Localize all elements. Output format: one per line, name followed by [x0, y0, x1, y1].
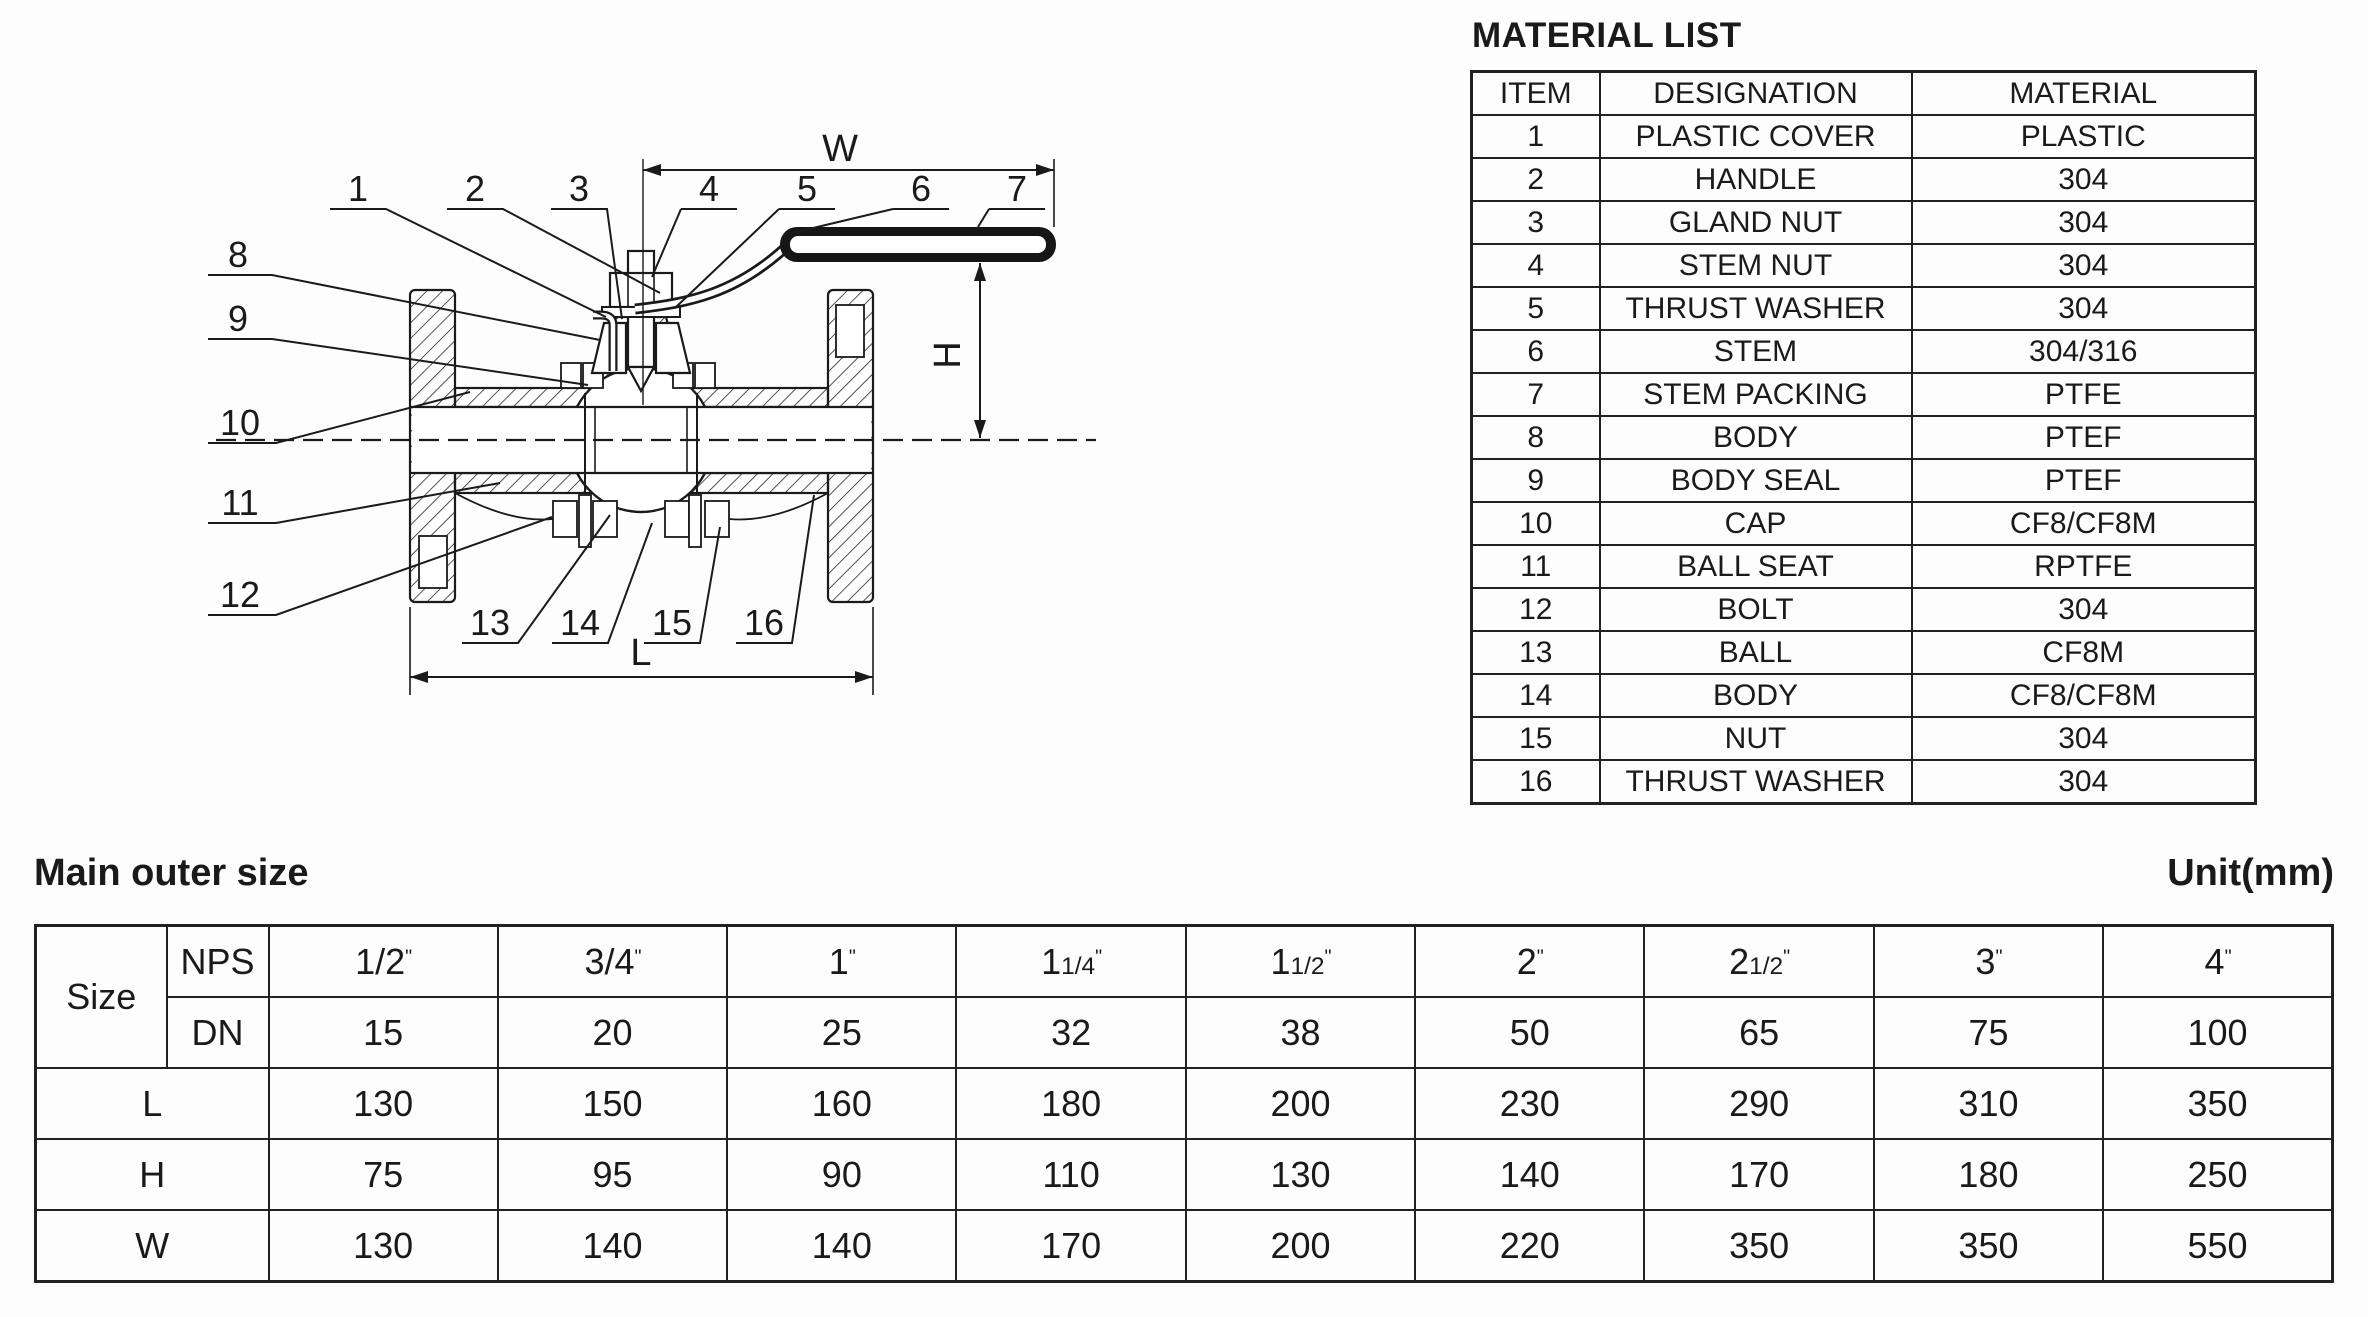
- dn-value-cell-0: 15: [269, 997, 498, 1068]
- dim-label-w: W: [822, 128, 858, 170]
- material-cell: 304: [1912, 717, 2256, 760]
- designation-cell: THRUST WASHER: [1600, 760, 1912, 804]
- nps-value-cell-0: 1/2": [269, 926, 498, 998]
- nps-value-cell-2: 1": [727, 926, 956, 998]
- designation-cell: PLASTIC COVER: [1600, 115, 1912, 158]
- item-cell: 6: [1472, 330, 1600, 373]
- dn-value-cell-5: 50: [1415, 997, 1644, 1068]
- dimension-value-cell-2: 140: [727, 1210, 956, 1282]
- nps-value-cell-8: 4": [2103, 926, 2332, 998]
- inch-mark: ": [1995, 945, 2002, 968]
- nps-value-cell-6: 21/2": [1644, 926, 1873, 998]
- dim-label-l: L: [630, 632, 652, 674]
- gland-right: [656, 323, 690, 373]
- material-row: [1472, 459, 2256, 502]
- item-cell: 1: [1472, 115, 1600, 158]
- nps-value-cell-4: 11/2": [1186, 926, 1415, 998]
- material-row: [1472, 287, 2256, 330]
- material-cell: CF8/CF8M: [1912, 502, 2256, 545]
- callout-13: 13: [469, 602, 511, 643]
- callout-8: 8: [227, 234, 249, 275]
- designation-cell: STEM: [1600, 330, 1912, 373]
- material-col-header-1: DESIGNATION: [1600, 72, 1912, 116]
- callout-15: 15: [651, 602, 693, 643]
- material-row: [1472, 674, 2256, 717]
- size-header-row-nps: [36, 926, 2333, 998]
- dn-value-cell-6: 65: [1644, 997, 1873, 1068]
- dimension-value-cell-2: 160: [727, 1068, 956, 1139]
- nps-value-cell-1: 3/4": [498, 926, 727, 998]
- callout-14: 14: [559, 602, 601, 643]
- dimension-value-cell-1: 140: [498, 1210, 727, 1282]
- bolt-head: [553, 501, 577, 537]
- dn-value-cell-7: 75: [1874, 997, 2103, 1068]
- nps-label-cell: NPS: [167, 926, 269, 998]
- dn-label-cell: DN: [167, 997, 269, 1068]
- material-row: [1472, 201, 2256, 244]
- nps-value-cell-5: 2": [1415, 926, 1644, 998]
- material-row: [1472, 244, 2256, 287]
- dimension-value-cell-4: 200: [1186, 1068, 1415, 1139]
- dn-value-cell-3: 32: [956, 997, 1185, 1068]
- material-row: [1472, 545, 2256, 588]
- dimension-value-cell-5: 140: [1415, 1139, 1644, 1210]
- item-cell: 4: [1472, 244, 1600, 287]
- dimension-value-cell-1: 95: [498, 1139, 727, 1210]
- dimension-value-cell-3: 180: [956, 1068, 1185, 1139]
- material-row: [1472, 330, 2256, 373]
- material-cell: 304: [1912, 760, 2256, 804]
- material-cell: 304: [1912, 287, 2256, 330]
- designation-cell: BODY: [1600, 416, 1912, 459]
- valve-body-geometry: [216, 159, 1096, 602]
- inch-mark: ": [1324, 945, 1331, 968]
- material-cell: PLASTIC: [1912, 115, 2256, 158]
- dn-value-cell-2: 25: [727, 997, 956, 1068]
- material-cell: 304/316: [1912, 330, 2256, 373]
- hub-bottom-left: [455, 493, 553, 519]
- item-cell: 15: [1472, 717, 1600, 760]
- designation-cell: BODY: [1600, 674, 1912, 717]
- material-list-section: [1470, 16, 2256, 805]
- designation-cell: CAP: [1600, 502, 1912, 545]
- designation-cell: BOLT: [1600, 588, 1912, 631]
- material-cell: 304: [1912, 158, 2256, 201]
- material-row: [1472, 158, 2256, 201]
- size-header-row-dn: [36, 997, 2333, 1068]
- item-cell: 2: [1472, 158, 1600, 201]
- item-cell: 8: [1472, 416, 1600, 459]
- dimension-value-cell-5: 230: [1415, 1068, 1644, 1139]
- dimension-value-cell-3: 110: [956, 1139, 1185, 1210]
- material-cell: CF8M: [1912, 631, 2256, 674]
- dimension-value-cell-7: 350: [1874, 1210, 2103, 1282]
- inch-mark: ": [405, 945, 412, 968]
- item-cell: 13: [1472, 631, 1600, 674]
- callout-9: 9: [227, 298, 249, 339]
- dimension-value-cell-8: 350: [2103, 1068, 2332, 1139]
- nps-fraction: 1/2: [1290, 952, 1325, 980]
- callout-5: 5: [796, 168, 818, 209]
- dimension-value-cell-8: 250: [2103, 1139, 2332, 1210]
- dimension-value-cell-7: 180: [1874, 1139, 2103, 1210]
- item-cell: 14: [1472, 674, 1600, 717]
- designation-cell: THRUST WASHER: [1600, 287, 1912, 330]
- dimension-label-cell: W: [36, 1210, 269, 1282]
- dimension-value-cell-7: 310: [1874, 1068, 2103, 1139]
- size-dimension-row-l: [36, 1068, 2333, 1139]
- material-row: [1472, 760, 2256, 804]
- callout-16: 16: [743, 602, 785, 643]
- inch-mark: ": [848, 945, 855, 968]
- nps-value-cell-3: 11/4": [956, 926, 1185, 998]
- item-cell: 16: [1472, 760, 1600, 804]
- material-cell: PTEF: [1912, 459, 2256, 502]
- dimension-value-cell-6: 290: [1644, 1068, 1873, 1139]
- designation-cell: BALL SEAT: [1600, 545, 1912, 588]
- size-dimension-row-h: [36, 1139, 2333, 1210]
- dimension-value-cell-4: 130: [1186, 1139, 1415, 1210]
- dimension-value-cell-5: 220: [1415, 1210, 1644, 1282]
- item-cell: 10: [1472, 502, 1600, 545]
- material-cell: 304: [1912, 244, 2256, 287]
- dn-value-cell-8: 100: [2103, 997, 2332, 1068]
- dimension-value-cell-3: 170: [956, 1210, 1185, 1282]
- bolt-nut: [705, 501, 729, 537]
- designation-cell: HANDLE: [1600, 158, 1912, 201]
- dimension-value-cell-1: 150: [498, 1068, 727, 1139]
- dimension-value-cell-0: 130: [269, 1210, 498, 1282]
- outer-size-title: Main outer size: [34, 852, 309, 894]
- bolt-head: [665, 501, 689, 537]
- material-row: [1472, 373, 2256, 416]
- dimension-value-cell-6: 170: [1644, 1139, 1873, 1210]
- dimension-value-cell-0: 130: [269, 1068, 498, 1139]
- item-cell: 5: [1472, 287, 1600, 330]
- designation-cell: GLAND NUT: [1600, 201, 1912, 244]
- nps-fraction: 1/4: [1061, 952, 1096, 980]
- material-cell: CF8/CF8M: [1912, 674, 2256, 717]
- inch-mark: ": [634, 945, 641, 968]
- size-label-cell: Size: [36, 926, 167, 1069]
- dn-value-cell-1: 20: [498, 997, 727, 1068]
- size-dimension-row-w: [36, 1210, 2333, 1282]
- size-table-body: [36, 926, 2333, 1282]
- inch-mark: ": [1783, 945, 1790, 968]
- callout-11: 11: [221, 482, 259, 523]
- material-row: [1472, 502, 2256, 545]
- callout-1: 1: [347, 168, 369, 209]
- dimension-value-cell-4: 200: [1186, 1210, 1415, 1282]
- material-row: [1472, 588, 2256, 631]
- item-cell: 3: [1472, 201, 1600, 244]
- callout-3: 3: [568, 168, 590, 209]
- callout-2: 2: [464, 168, 486, 209]
- nps-fraction: 1/2: [1749, 952, 1784, 980]
- material-row: [1472, 115, 2256, 158]
- item-cell: 12: [1472, 588, 1600, 631]
- inch-mark: ": [1095, 945, 1102, 968]
- callout-12: 12: [219, 574, 261, 615]
- inch-mark: ": [1536, 945, 1543, 968]
- dimension-value-cell-6: 350: [1644, 1210, 1873, 1282]
- material-col-header-0: ITEM: [1472, 72, 1600, 116]
- inch-mark: ": [2224, 945, 2231, 968]
- bolt-nut: [593, 501, 617, 537]
- designation-cell: STEM PACKING: [1600, 373, 1912, 416]
- dim-label-h: H: [927, 341, 969, 369]
- item-cell: 11: [1472, 545, 1600, 588]
- material-col-header-2: MATERIAL: [1912, 72, 2256, 116]
- material-header-row: [1472, 72, 2256, 116]
- dimension-value-cell-0: 75: [269, 1139, 498, 1210]
- material-list-title: MATERIAL LIST: [1472, 16, 1742, 55]
- dn-value-cell-4: 38: [1186, 997, 1415, 1068]
- dimension-label-cell: H: [36, 1139, 269, 1210]
- material-row: [1472, 416, 2256, 459]
- designation-cell: STEM NUT: [1600, 244, 1912, 287]
- designation-cell: BODY SEAL: [1600, 459, 1912, 502]
- material-cell: PTEF: [1912, 416, 2256, 459]
- callout-4: 4: [698, 168, 720, 209]
- nps-value-cell-7: 3": [1874, 926, 2103, 998]
- unit-label: Unit(mm): [2167, 852, 2334, 894]
- item-cell: 7: [1472, 373, 1600, 416]
- callout-7: 7: [1006, 168, 1028, 209]
- designation-cell: NUT: [1600, 717, 1912, 760]
- dimension-value-cell-8: 550: [2103, 1210, 2332, 1282]
- material-cell: PTFE: [1912, 373, 2256, 416]
- material-table: [1470, 70, 2257, 805]
- material-table-body: [1472, 115, 2256, 804]
- valve-cross-section-drawing: [180, 55, 1130, 715]
- right-flange-bolt-hole: [836, 305, 864, 357]
- material-row: [1472, 631, 2256, 674]
- designation-cell: BALL: [1600, 631, 1912, 674]
- material-row: [1472, 717, 2256, 760]
- item-cell: 9: [1472, 459, 1600, 502]
- material-cell: RPTFE: [1912, 545, 2256, 588]
- dimension-value-cell-2: 90: [727, 1139, 956, 1210]
- size-table: [34, 924, 2334, 1283]
- material-cell: 304: [1912, 588, 2256, 631]
- callout-6: 6: [910, 168, 932, 209]
- material-cell: 304: [1912, 201, 2256, 244]
- dimension-label-cell: L: [36, 1068, 269, 1139]
- callout-10: 10: [219, 402, 261, 443]
